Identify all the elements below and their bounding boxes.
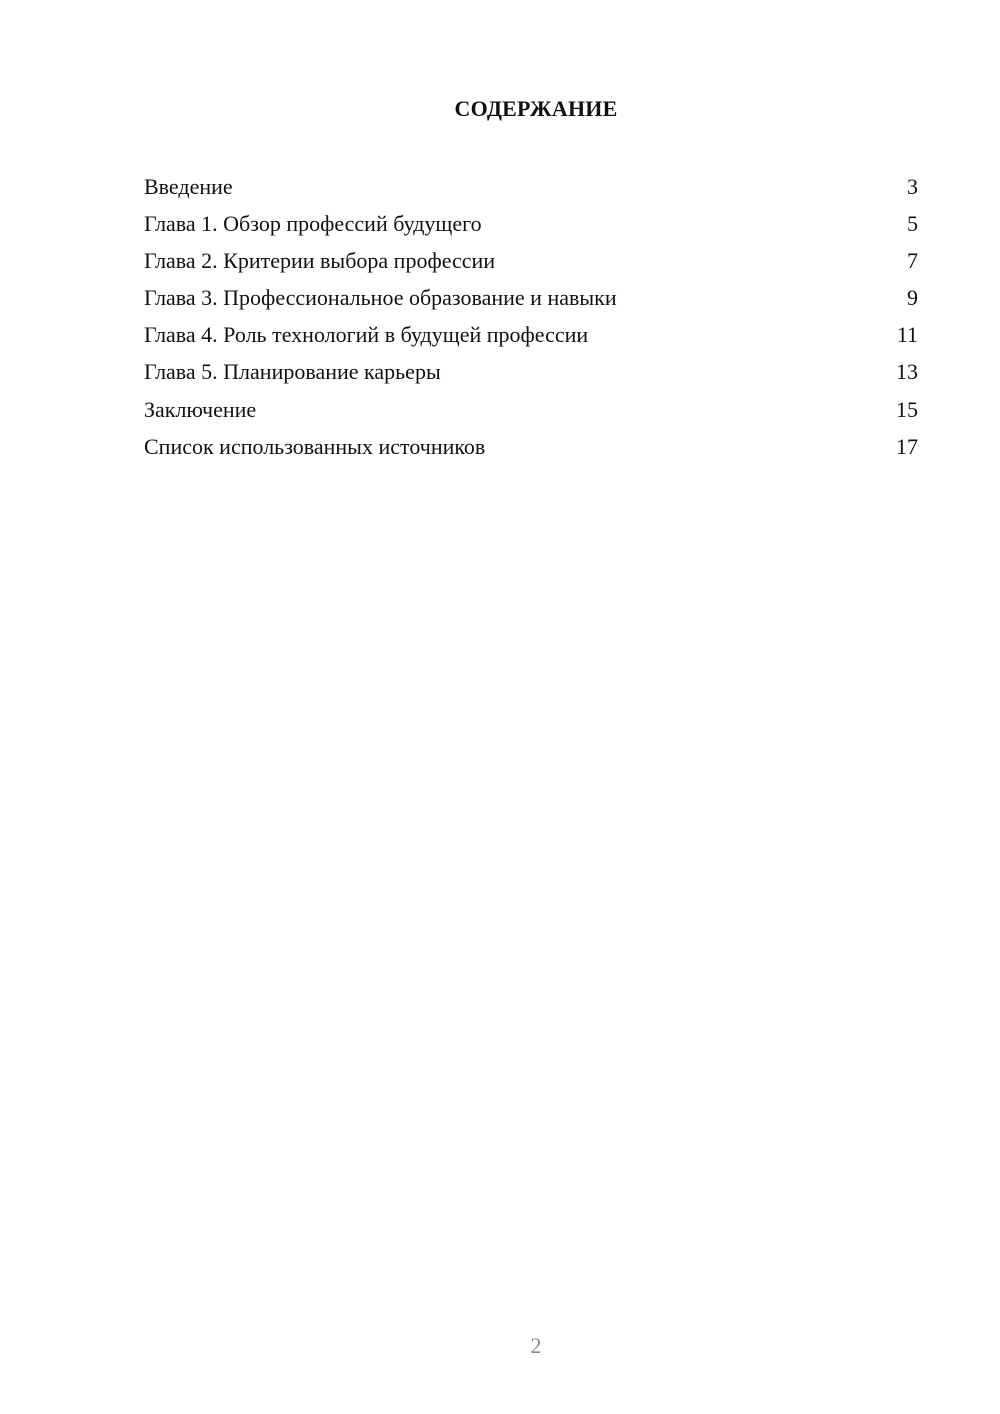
toc-entry-chapter-1 bbox=[144, 205, 918, 242]
toc-entry-conclusion bbox=[144, 391, 918, 428]
toc-entry-chapter-4 bbox=[144, 316, 918, 353]
toc-entry-page-number: 17 bbox=[896, 433, 918, 459]
toc-entry-page-number: 3 bbox=[907, 174, 918, 199]
toc-entry-label: Введение bbox=[144, 174, 233, 199]
toc-entry-label: Список использованных источников bbox=[144, 433, 486, 459]
toc-entry-label: Заключение bbox=[144, 396, 257, 422]
toc-entry-page-number: 15 bbox=[896, 396, 918, 422]
toc-entry-chapter-3 bbox=[144, 279, 918, 316]
toc-entry-page-number: 11 bbox=[896, 322, 918, 348]
footer-page-number: 2 bbox=[530, 1333, 542, 1358]
toc-entry-chapter-5 bbox=[144, 353, 918, 390]
toc-entry-label: Глава 2. Критерии выбора профессии bbox=[144, 248, 496, 274]
toc-entry-page-number: 5 bbox=[907, 211, 918, 237]
toc-entry-page-number: 7 bbox=[907, 248, 918, 274]
page-title: СОДЕРЖАНИЕ bbox=[454, 96, 618, 121]
table-of-contents bbox=[144, 168, 918, 465]
toc-entry-label: Глава 4. Роль технологий в будущей профессии bbox=[144, 322, 589, 348]
toc-entry-introduction bbox=[144, 168, 918, 205]
toc-entry-label: Глава 3. Профессиональное образование и навыки bbox=[144, 285, 617, 311]
toc-entry-references bbox=[144, 428, 918, 465]
toc-entry-label: Глава 1. Обзор профессий будущего bbox=[144, 211, 482, 237]
toc-entry-label: Глава 5. Планирование карьеры bbox=[144, 359, 441, 385]
toc-entry-page-number: 13 bbox=[896, 359, 918, 385]
toc-entry-chapter-2 bbox=[144, 242, 918, 279]
toc-entry-page-number: 9 bbox=[907, 285, 918, 311]
